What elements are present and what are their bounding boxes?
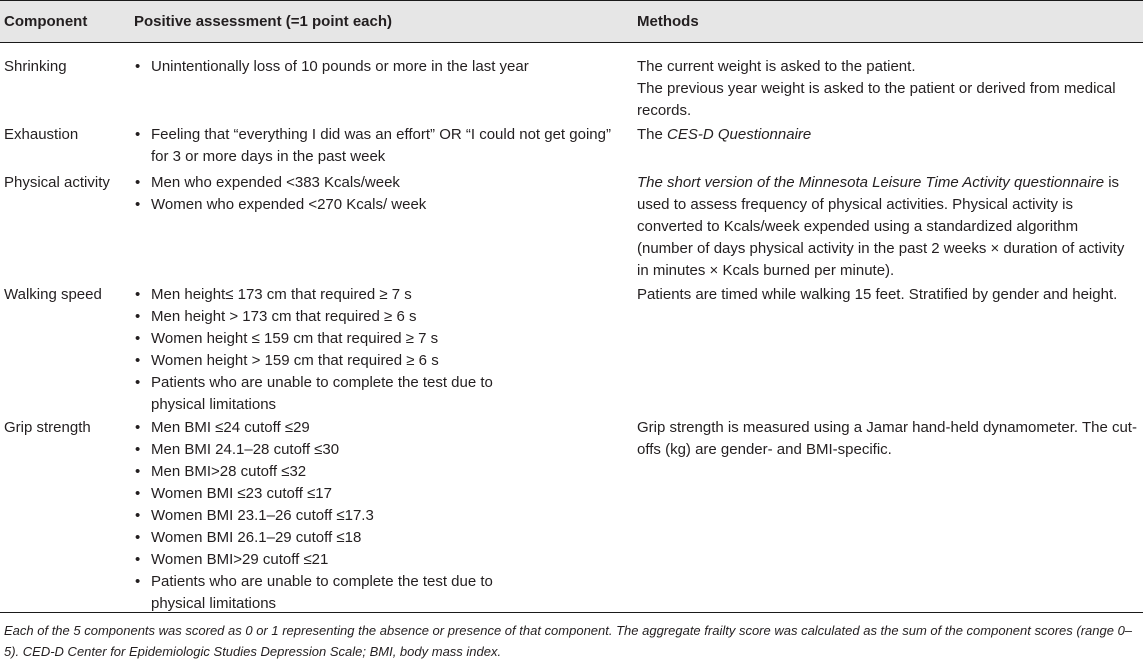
row-component: Walking speed (4, 286, 102, 303)
table-footnote: Each of the 5 components was scored as 0 or 1 representing the absence or presence of that component. The aggregate frailty score was calculated as the sum of the component scores (range 0–5). CED-D Center for Epidemiologic Studies Depression Scale; BMI, body mass index. (4, 623, 1133, 659)
methods-suffix: is used to assess frequency of physical activities. Physical activity is converted to Kcals/week expended using a standardized algorithm (number of days physical activity in the past 2 weeks × duration of activity in minutes × Kcals burned per minute). (637, 174, 1125, 279)
assessment-item: • Patients who are unable to complete the test due to physical limitations (134, 571, 521, 615)
assessment-item: • Women who expended <270 Kcals/ week (134, 194, 629, 216)
assessment-item: • Feeling that “everything I did was an effort” OR “I could not get going” for 3 or more days in the past week (134, 124, 629, 168)
assessment-list (134, 172, 629, 216)
methods-line: The current weight is asked to the patient. (637, 58, 916, 75)
row-assessment (134, 124, 629, 168)
assessment-item: • Women BMI ≤23 cutoff ≤17 (134, 483, 629, 505)
assessment-item: • Men who expended <383 Kcals/week (134, 172, 629, 194)
row-component: Exhaustion (4, 126, 79, 143)
header-component: Component (4, 13, 88, 30)
row-component: Grip strength (4, 419, 91, 436)
assessment-item: • Men height > 173 cm that required ≥ 6 s (134, 306, 629, 328)
row-assessment (134, 56, 629, 78)
row-methods (637, 172, 1137, 282)
row-assessment (134, 284, 629, 416)
row-component: Shrinking (4, 58, 67, 75)
assessment-item: • Women BMI 23.1–26 cutoff ≤17.3 (134, 505, 629, 527)
header-assessment: Positive assessment (=1 point each) (134, 13, 393, 30)
row-assessment (134, 172, 629, 216)
assessment-list (134, 284, 629, 416)
methods-line: Patients are timed while walking 15 feet. Stratified by gender and height. (637, 286, 1118, 303)
assessment-list (134, 124, 629, 168)
row-methods (637, 56, 1137, 122)
table-bottom-rule (0, 612, 1143, 613)
assessment-item: • Unintentionally loss of 10 pounds or more in the last year (134, 56, 629, 78)
assessment-item: • Women height > 159 cm that required ≥ 6 s (134, 350, 629, 372)
methods-line: Grip strength is measured using a Jamar hand-held dynamometer. The cut-offs (kg) are gender- and BMI-specific. (637, 419, 1137, 458)
assessment-item: • Women BMI>29 cutoff ≤21 (134, 549, 629, 571)
assessment-item: • Women height ≤ 159 cm that required ≥ 7 s (134, 328, 629, 350)
row-methods (637, 124, 1137, 146)
assessment-list (134, 56, 629, 78)
row-assessment (134, 417, 629, 615)
row-methods (637, 417, 1137, 461)
methods-prefix: The (637, 126, 668, 143)
row-methods (637, 284, 1137, 306)
header-methods: Methods (637, 13, 699, 30)
assessment-list (134, 417, 629, 615)
table-header (0, 0, 1143, 43)
methods-italic: The short version of the Minnesota Leisure Time Activity questionnaire (637, 174, 1105, 191)
methods-italic: CES-D Questionnaire (667, 126, 812, 143)
assessment-item: • Men BMI 24.1–28 cutoff ≤30 (134, 439, 629, 461)
assessment-item: • Women BMI 26.1–29 cutoff ≤18 (134, 527, 629, 549)
assessment-item: • Men BMI ≤24 cutoff ≤29 (134, 417, 629, 439)
assessment-item: • Men BMI>28 cutoff ≤32 (134, 461, 629, 483)
assessment-item: • Patients who are unable to complete the test due to physical limitations (134, 372, 521, 416)
methods-line: The previous year weight is asked to the patient or derived from medical records. (637, 80, 1116, 119)
assessment-item: • Men height≤ 173 cm that required ≥ 7 s (134, 284, 629, 306)
row-component: Physical activity (4, 174, 110, 191)
